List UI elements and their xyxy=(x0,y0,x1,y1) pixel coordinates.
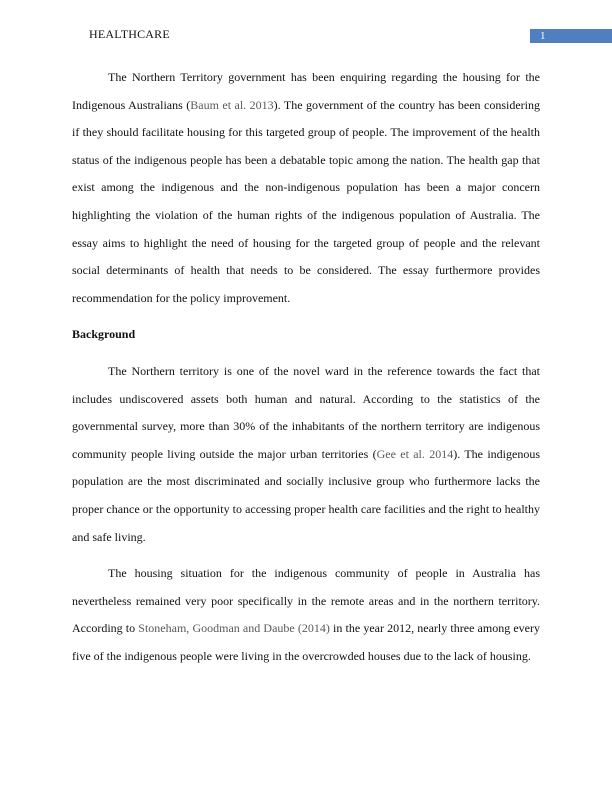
paragraph-introduction xyxy=(72,64,540,312)
paragraph-text: ). The government of the country has been considering if they should facilitate housing for this targeted group of people. The improvement of the health status of the indigenous people has been a debatable topic among the nation. The health gap that exist among the indigenous and the non-indigenous population has been a major concern highlighting the violation of the human rights of the indigenous population of Australia. The essay aims to highlight the need of housing for the targeted group of people and the relevant social determinants of health that needs to be considered. The essay furthermore provides recommendation for the policy improvement. xyxy=(72,97,541,305)
paragraph-background xyxy=(72,358,540,551)
paragraph-text: The Northern Territory government has been enquiring regarding the housing for the Indigenous Australians ( xyxy=(72,70,540,112)
running-head: HEALTHCARE xyxy=(89,27,170,41)
citation-stoneham-2014: Stoneham, Goodman and Daube (2014) xyxy=(138,621,330,636)
page-number: 1 xyxy=(530,29,612,43)
citation-gee-2014: Gee et al. 2014 xyxy=(376,446,454,461)
paragraph-text: The Northern territory is one of the novel ward in the reference towards the fact that includes undiscovered assets both human and natural. According to the statistics of the governmental survey, more than 30% of the inhabitants of the northern territory are indigenous community people living outside the major urban territories ( xyxy=(72,363,540,461)
citation-baum-2013: Baum et al. 2013 xyxy=(190,97,274,112)
paragraph-text: in the year 2012, nearly three among every five of the indigenous people were living in the overcrowded houses due to the lack of housing. xyxy=(72,621,541,663)
document-body xyxy=(72,64,540,670)
paragraph-text: The housing situation for the indigenous community of people in Australia has nevertheless remained very poor specifically in the remote areas and in the northern territory. According to xyxy=(72,566,540,636)
paragraph-housing-situation xyxy=(72,560,540,670)
paragraph-text: ). The indigenous population are the most discriminated and socially inclusive group who furthermore lacks the proper chance or the opportunity to accessing proper health care facilities and the right to healthy and safe living. xyxy=(72,446,540,544)
section-heading-background: Background xyxy=(72,327,136,342)
